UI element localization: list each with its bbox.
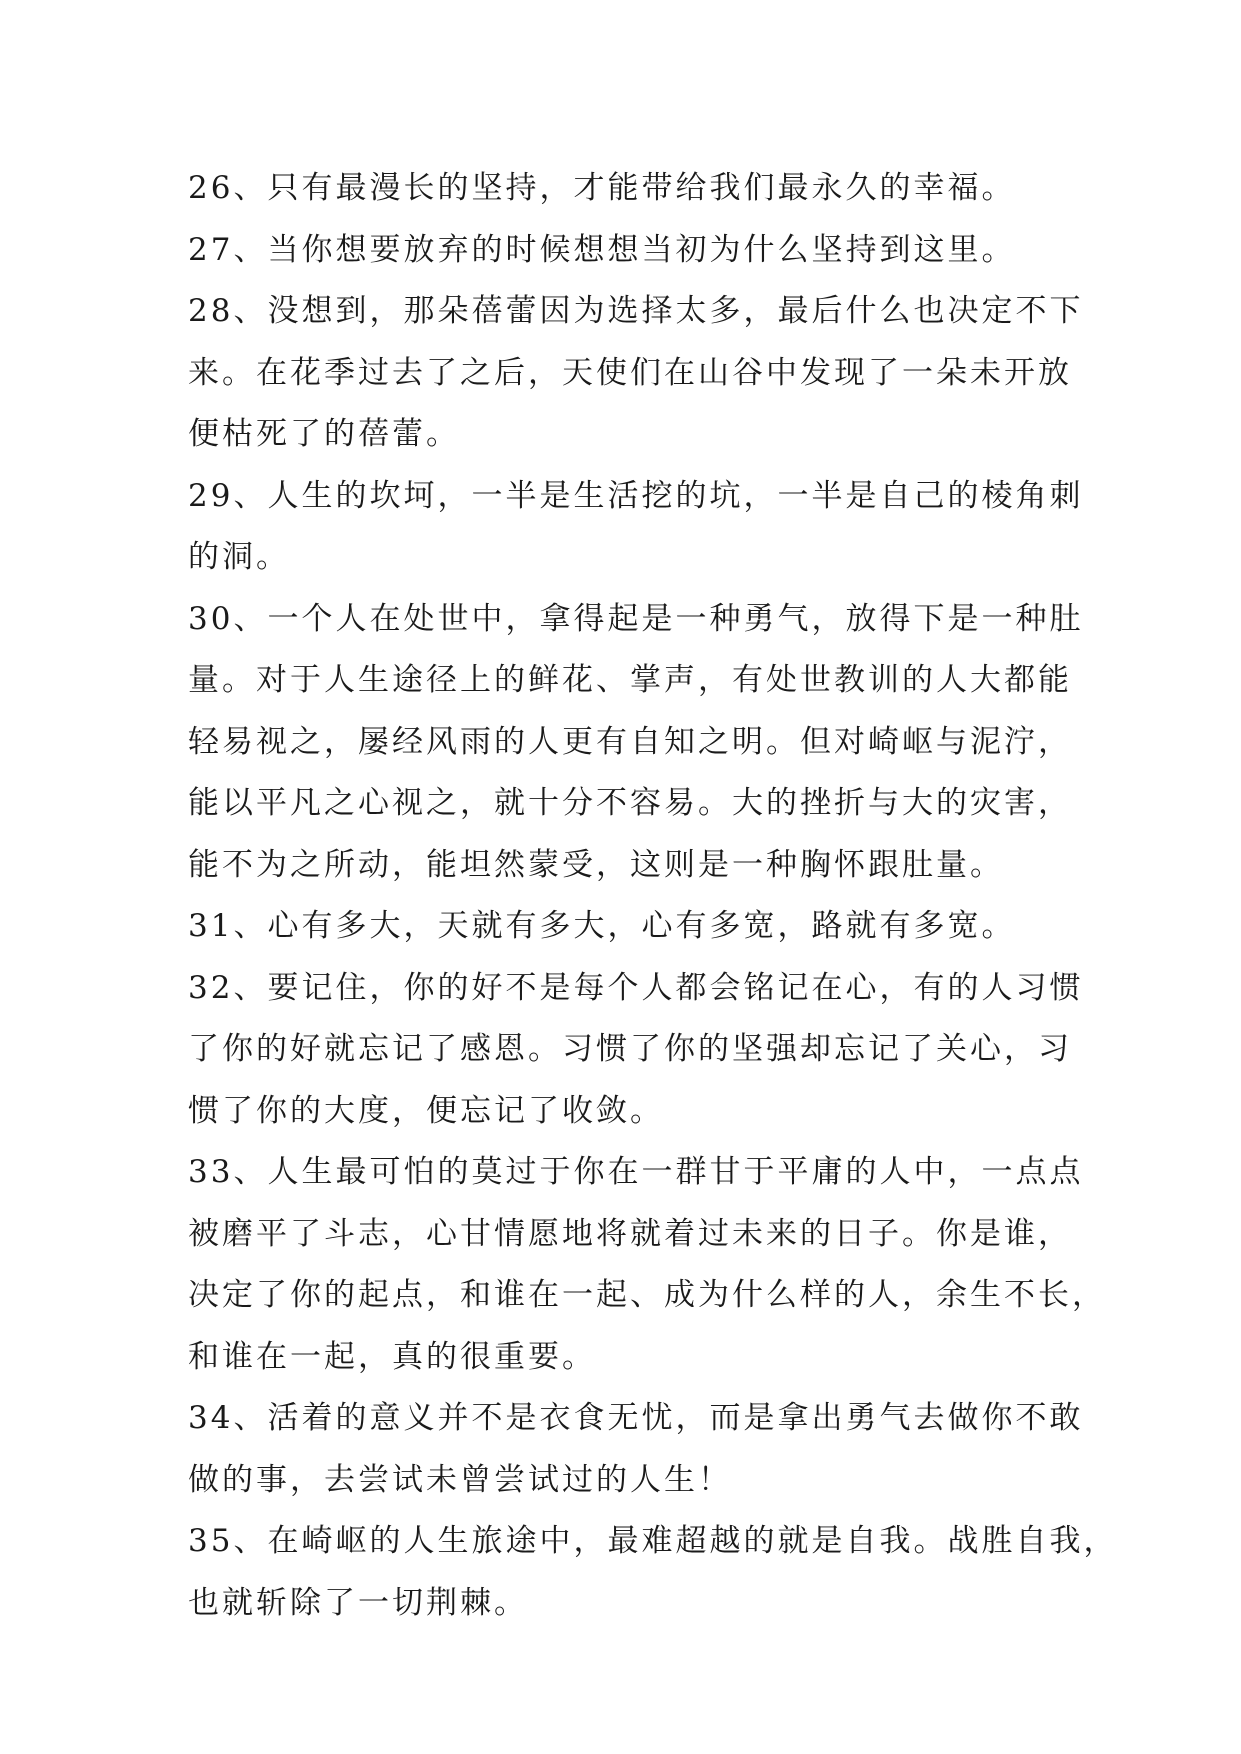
text-line: 决定了你的起点，和谁在一起、成为什么样的人，余生不长， (188, 1277, 1106, 1313)
text-line: 能不为之所动，能坦然蒙受，这则是一种胸怀跟肚量。 (188, 846, 1004, 883)
text-line: 量。对于人生途径上的鲜花、掌声，有处世教训的人大都能 (188, 662, 1072, 698)
text-line: 35、在崎岖的人生旅途中，最难超越的就是自我。战胜自我， (188, 1523, 1118, 1559)
text-line: 惯了你的大度，便忘记了收敛。 (188, 1092, 664, 1129)
text-line: 28、没想到，那朵蓓蕾因为选择太多，最后什么也决定不下 (188, 293, 1084, 329)
text-line: 便枯死了的蓓蕾。 (188, 416, 460, 452)
text-line: 34、活着的意义并不是衣食无忧，而是拿出勇气去做你不敢 (188, 1400, 1084, 1436)
text-line: 31、心有多大，天就有多大，心有多宽，路就有多宽。 (188, 908, 1016, 944)
text-line: 也就斩除了一切荆棘。 (188, 1584, 528, 1621)
text-line: 了你的好就忘记了感恩。习惯了你的坚强却忘记了关心，习 (188, 1031, 1072, 1067)
text-line: 27、当你想要放弃的时候想想当初为什么坚持到这里。 (188, 231, 1016, 268)
text-line: 的洞。 (188, 539, 290, 575)
text-line: 做的事，去尝试未曾尝试过的人生！ (188, 1461, 732, 1498)
text-line: 26、只有最漫长的坚持，才能带给我们最永久的幸福。 (188, 170, 1016, 206)
document-body (188, 158, 1118, 1634)
text-line: 轻易视之，屡经风雨的人更有自知之明。但对崎岖与泥泞， (188, 723, 1072, 760)
text-line: 和谁在一起，真的很重要。 (188, 1338, 596, 1375)
text-line: 29、人生的坎坷，一半是生活挖的坑，一半是自己的棱角刺 (188, 477, 1084, 514)
text-line: 能以平凡之心视之，就十分不容易。大的挫折与大的灾害， (188, 785, 1072, 821)
text-line: 来。在花季过去了之后，天使们在山谷中发现了一朵未开放 (188, 354, 1072, 391)
text-line: 30、一个人在处世中，拿得起是一种勇气，放得下是一种肚 (188, 600, 1084, 637)
text-line: 被磨平了斗志，心甘情愿地将就着过未来的日子。你是谁， (188, 1215, 1072, 1252)
text-line: 33、人生最可怕的莫过于你在一群甘于平庸的人中，一点点 (188, 1154, 1084, 1190)
text-line: 32、要记住，你的好不是每个人都会铭记在心，有的人习惯 (188, 969, 1084, 1006)
